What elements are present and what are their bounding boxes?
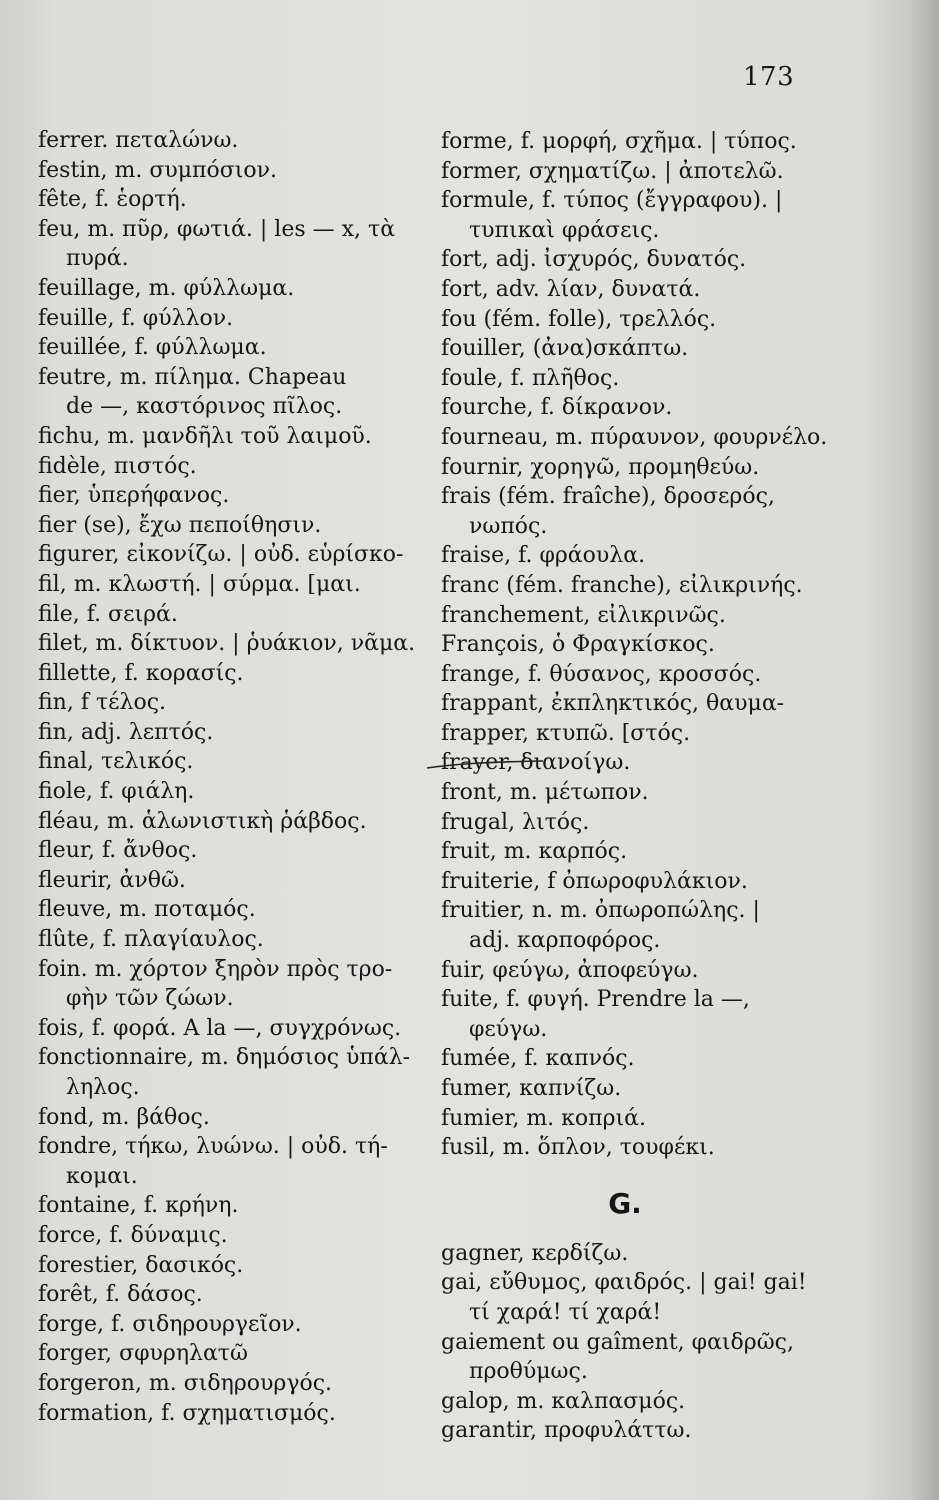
entry: fichu, m. μανδῆλι τοῦ λαιμοῦ. <box>38 423 372 449</box>
entry: fraise, f. φράουλα. <box>441 543 646 569</box>
entry: franchement, εἰλικρινῶς. <box>441 602 726 628</box>
entry: fonctionnaire, m. δημόσιος ὑπάλ- <box>38 1045 411 1071</box>
facing-page-bleed <box>909 0 939 1500</box>
entry: feutre, m. πίλημα. Chapeau <box>38 364 347 390</box>
entry: forge, f. σιδηρουργεῖον. <box>38 1311 302 1337</box>
entry: fumée, f. καπνός. <box>441 1046 635 1072</box>
entry: festin, m. συμπόσιον. <box>38 157 277 183</box>
entry: final, τελικός. <box>38 749 194 775</box>
entry-continuation: τί χαρά! τί χαρά! <box>469 1299 662 1325</box>
entry: François, ὁ Φραγκίσκος. <box>441 632 715 658</box>
entry: fouiller, (ἀνα)σκάπτω. <box>441 336 689 362</box>
page-number: 173 <box>743 62 795 92</box>
entry: forgeron, m. σιδηρουργός. <box>38 1370 333 1396</box>
entry: garantir, προφυλάττω. <box>441 1418 692 1444</box>
entry: fête, f. ἑορτή. <box>38 187 187 213</box>
entry: fruiterie, f ὀπωροφυλάκιον. <box>441 868 748 894</box>
entry: frapper, κτυπῶ. [στός. <box>441 720 691 746</box>
entry-continuation: adj. καρποφόρος. <box>469 928 661 954</box>
entry: galop, m. καλπασμός. <box>441 1388 686 1414</box>
entry: figurer, εἰκονίζω. | οὐδ. εὑρίσκο- <box>38 542 404 568</box>
entry: gai, εὔθυμος, φαιδρός. | gai! gai! <box>441 1270 807 1296</box>
entry: gagner, κερδίζω. <box>441 1240 629 1266</box>
entry: feuillée, f. φύλλωμα. <box>38 335 267 361</box>
entry: filet, m. δίκτυον. | ῥυάκιον, νᾶμα. <box>38 631 416 657</box>
entry: fois, f. φορά. A la —, συγχρόνως. <box>38 1015 402 1041</box>
entry: fillette, f. κορασίς. <box>38 660 244 686</box>
entry: fuir, φεύγω, ἀποφεύγω. <box>441 957 699 983</box>
entry: fleurir, ἀνθῶ. <box>38 867 186 893</box>
entry: fournir, χορηγῶ, προμηθεύω. <box>441 454 760 480</box>
entry: foule, f. πλῆθος. <box>441 365 620 391</box>
entry: former, σχηματίζω. | ἀποτελῶ. <box>441 158 784 184</box>
entry-continuation: νωπός. <box>469 513 548 539</box>
entry: frappant, ἐκπληκτικός, θαυμα- <box>441 691 785 717</box>
entry: fin, adj. λεπτός. <box>38 719 214 745</box>
entry: fidèle, πιστός. <box>38 453 197 479</box>
entry: fléau, m. ἁλωνιστικὴ ῥάβδος. <box>38 808 367 834</box>
entry: forger, σφυρηλατῶ <box>38 1341 248 1367</box>
entry: gaiement ou gaîment, φαιδρῶς, <box>441 1329 794 1355</box>
entry: forestier, δασικός. <box>38 1252 244 1278</box>
entry: fiole, f. φιάλη. <box>38 779 195 805</box>
entry-continuation: κομαι. <box>66 1163 138 1189</box>
entry: fou (fém. folle), τρελλός. <box>441 306 717 332</box>
right-column <box>441 127 861 1446</box>
entry: fier (se), ἔχω πεποίθησιν. <box>38 512 322 538</box>
entry: fumer, καπνίζω. <box>441 1076 622 1101</box>
entry: fruitier, n. m. ὀπωροπώλης. | <box>441 898 760 924</box>
entry: fontaine, f. κρήνη. <box>38 1193 239 1219</box>
entry-continuation: πυρά. <box>66 246 129 272</box>
entry: forme, f. μορφή, σχῆμα. | τύπος. <box>441 129 797 154</box>
entry: flûte, f. πλαγίαυλος. <box>38 927 264 953</box>
entry: fruit, m. καρπός. <box>441 839 628 865</box>
entry-continuation: de —, καστόρινος πῖλος. <box>66 394 343 420</box>
entry-continuation: ληλος. <box>66 1075 140 1100</box>
entry: formule, f. τύπος (ἔγγραφου). | <box>441 188 783 214</box>
entry: feuille, f. φύλλον. <box>38 305 234 331</box>
entry: feuillage, m. φύλλωμα. <box>38 275 295 301</box>
entry: fusil, m. ὅπλον, τουφέκι. <box>441 1135 715 1161</box>
entry: frais (fém. fraîche), δροσερός, <box>441 484 775 510</box>
entry: fourneau, m. πύραυνον, φουρνέλο. <box>441 424 828 450</box>
pen-underline-mark <box>425 758 545 772</box>
entry-continuation: φὴν τῶν ζώων. <box>66 986 234 1012</box>
entry: fondre, τήκω, λυώνω. | οὐδ. τή- <box>38 1134 388 1160</box>
entry: file, f. σειρά. <box>38 601 178 627</box>
entry: fier, ὑπερήφανος. <box>38 483 230 509</box>
entry: fumier, m. κοπριά. <box>441 1105 647 1131</box>
entry: franc (fém. franche), εἰλικρινής. <box>441 572 803 598</box>
entry: formation, f. σχηματισμός. <box>38 1400 336 1426</box>
entry: fleur, f. ἄνθος. <box>38 838 198 864</box>
entry: fort, adj. ἰσχυρός, δυνατός. <box>441 247 747 273</box>
entry: ferrer. πεταλώνω. <box>38 128 239 153</box>
entry: fleuve, m. ποταμός. <box>38 897 256 923</box>
entry-continuation: φεύγω. <box>469 1016 548 1042</box>
entry: feu, m. πῦρ, φωτιά. | les — x, τὰ <box>38 216 396 242</box>
entry: frayer, διανοίγω. <box>441 750 631 776</box>
entry: foin. m. χόρτον ξηρὸν πρὸς τρο- <box>38 956 393 982</box>
entry: fort, adv. λίαν, δυνατά. <box>441 276 701 302</box>
entry: frugal, λιτός. <box>441 809 590 835</box>
left-column <box>38 126 438 1428</box>
entry: front, m. μέτωπον. <box>441 780 649 806</box>
entry-continuation: προθύμως. <box>469 1359 588 1385</box>
entry: forêt, f. δάσος. <box>38 1282 203 1308</box>
entry: fil, m. κλωστή. | σύρμα. [μαι. <box>38 571 361 597</box>
entry: fin, f τέλος. <box>38 690 167 716</box>
entry: frange, f. θύσανος, κροσσός. <box>441 661 762 687</box>
entry: fuite, f. φυγή. Prendre la —, <box>441 987 750 1013</box>
entry-continuation: τυπικαὶ φράσεις. <box>469 217 660 243</box>
entry: fond, m. βάθος. <box>38 1104 210 1130</box>
entry: force, f. δύναμις. <box>38 1222 228 1248</box>
entry: fourche, f. δίκρανον. <box>441 395 673 421</box>
section-heading-g: G. <box>608 1186 642 1220</box>
